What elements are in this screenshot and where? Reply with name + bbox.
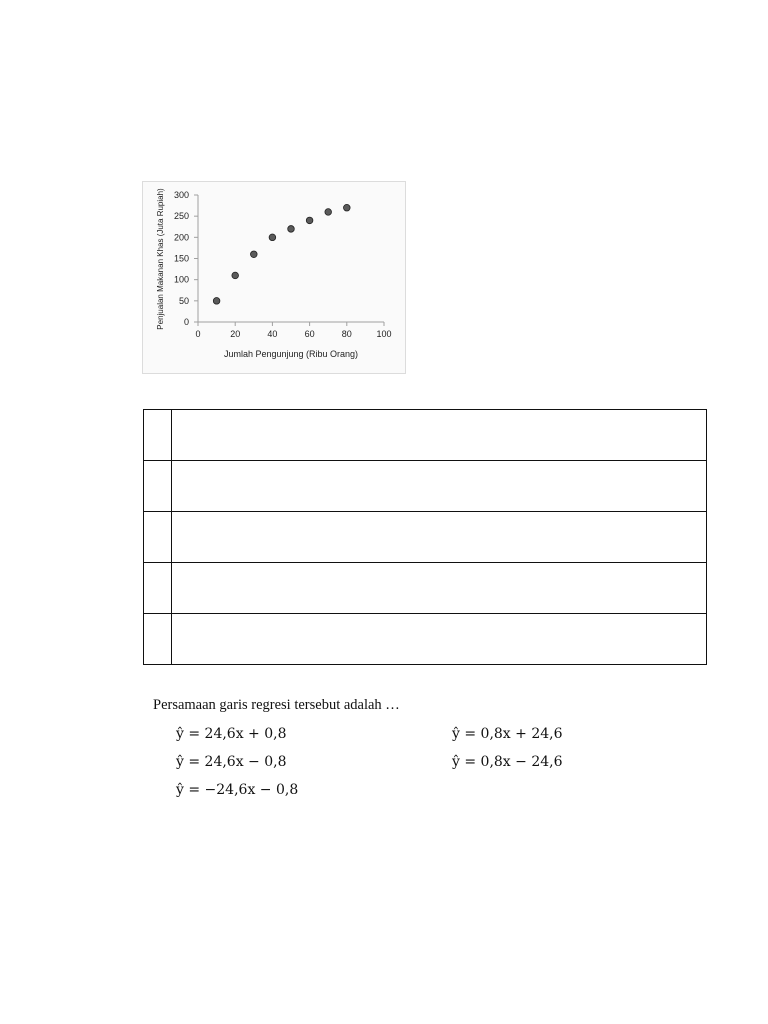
data-point	[344, 204, 351, 211]
table-cell-content	[172, 461, 707, 512]
y-tick-label: 200	[173, 232, 189, 243]
data-point	[232, 272, 239, 279]
y-axis-title: Penjualan Makanan Khas (Juta Rupiah)	[156, 188, 165, 330]
table-cell-content	[172, 410, 707, 461]
option-b[interactable]: ŷ = 24,6x − 0,8	[176, 754, 287, 770]
x-tick-label: 60	[304, 329, 315, 339]
data-point	[288, 226, 295, 233]
data-point	[325, 209, 332, 216]
data-point	[251, 251, 258, 258]
x-axis-title: Jumlah Pengunjung (Ribu Orang)	[223, 349, 359, 359]
option-e[interactable]: ŷ = 0,8x − 24,6	[452, 754, 563, 770]
option-a[interactable]: ŷ = 24,6x + 0,8	[176, 726, 287, 742]
chart-svg	[143, 182, 407, 375]
table-cell-content	[172, 512, 707, 563]
table-row	[144, 410, 707, 461]
x-tick-label: 80	[341, 329, 352, 339]
option-d[interactable]: ŷ = 0,8x + 24,6	[452, 726, 563, 742]
x-tick-label: 100	[376, 329, 392, 339]
x-tick-label: 0	[195, 329, 201, 339]
table-cell-number	[144, 614, 172, 665]
y-tick-label: 0	[183, 317, 189, 327]
option-c[interactable]: ŷ = −24,6x − 0,8	[176, 782, 299, 798]
table-row	[144, 614, 707, 665]
table-cell-number	[144, 410, 172, 461]
table-cell-number	[144, 512, 172, 563]
table-cell-content	[172, 614, 707, 665]
answer-table	[143, 409, 707, 665]
data-point	[213, 298, 220, 305]
question-text: Persamaan garis regresi tersebut adalah …	[153, 697, 400, 713]
table-cell-number	[144, 563, 172, 614]
table-cell-content	[172, 563, 707, 614]
x-tick-label: 20	[230, 329, 241, 339]
scatter-chart	[142, 181, 406, 374]
data-point	[306, 217, 313, 224]
data-point	[269, 234, 276, 241]
y-tick-label: 150	[173, 253, 189, 264]
y-tick-label: 300	[173, 190, 189, 200]
x-tick-label: 40	[267, 329, 278, 339]
table-row	[144, 512, 707, 563]
table-row	[144, 461, 707, 512]
y-tick-label: 50	[178, 295, 189, 306]
y-tick-label: 250	[173, 211, 189, 222]
table-cell-number	[144, 461, 172, 512]
y-tick-label: 100	[173, 274, 189, 285]
table-row	[144, 563, 707, 614]
